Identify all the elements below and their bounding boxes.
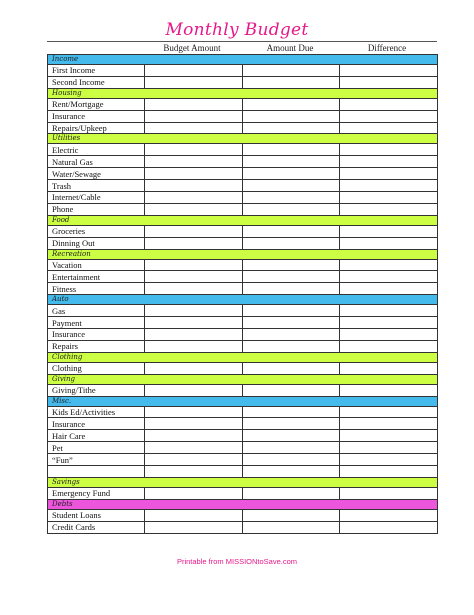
section-row <box>48 249 438 259</box>
table-row <box>48 271 438 283</box>
section-heading: Debts <box>48 499 438 509</box>
row-label: Entertainment <box>48 271 145 283</box>
row-label: Kids Ed/Activities <box>48 406 145 418</box>
section-row <box>48 134 438 144</box>
row-label: Electric <box>48 144 145 156</box>
budget-table-body <box>48 55 438 534</box>
table-row <box>48 65 438 77</box>
section-row <box>48 396 438 406</box>
row-label: Repairs <box>48 340 145 352</box>
section-row <box>48 499 438 509</box>
difference-cell[interactable] <box>340 180 438 192</box>
budget-amount-cell[interactable] <box>145 384 243 396</box>
row-label: Payment <box>48 317 145 329</box>
table-row <box>48 259 438 271</box>
amount-due-cell[interactable] <box>243 340 340 352</box>
budget-table <box>47 54 438 534</box>
table-row <box>48 454 438 466</box>
table-row <box>48 192 438 204</box>
amount-due-cell[interactable] <box>243 329 340 341</box>
row-label: Emergency Fund <box>48 487 145 499</box>
difference-cell[interactable] <box>340 110 438 122</box>
difference-cell[interactable] <box>340 329 438 341</box>
amount-due-cell[interactable] <box>243 271 340 283</box>
budget-amount-cell[interactable] <box>145 110 243 122</box>
amount-due-cell[interactable] <box>243 362 340 374</box>
difference-cell[interactable] <box>340 509 438 521</box>
difference-cell[interactable] <box>340 317 438 329</box>
budget-amount-cell[interactable] <box>145 203 243 215</box>
table-row <box>48 442 438 454</box>
budget-amount-cell[interactable] <box>145 122 243 134</box>
budget-amount-cell[interactable] <box>145 329 243 341</box>
row-label: Pet <box>48 442 145 454</box>
amount-due-cell[interactable] <box>243 487 340 499</box>
amount-due-cell[interactable] <box>243 144 340 156</box>
amount-due-cell[interactable] <box>243 317 340 329</box>
row-label: Giving/Tithe <box>48 384 145 396</box>
difference-cell[interactable] <box>340 225 438 237</box>
row-label: Insurance <box>48 418 145 430</box>
difference-cell[interactable] <box>340 283 438 295</box>
table-row <box>48 203 438 215</box>
difference-cell[interactable] <box>340 144 438 156</box>
difference-cell[interactable] <box>340 259 438 271</box>
budget-amount-cell[interactable] <box>145 305 243 317</box>
difference-cell[interactable] <box>340 406 438 418</box>
budget-amount-cell[interactable] <box>145 317 243 329</box>
difference-cell[interactable] <box>340 65 438 77</box>
budget-amount-cell[interactable] <box>145 340 243 352</box>
budget-amount-cell[interactable] <box>145 168 243 180</box>
row-label: Groceries <box>48 225 145 237</box>
amount-due-cell[interactable] <box>243 384 340 396</box>
amount-due-cell[interactable] <box>243 509 340 521</box>
table-row <box>48 237 438 249</box>
budget-amount-cell[interactable] <box>145 76 243 88</box>
difference-cell[interactable] <box>340 203 438 215</box>
amount-due-cell[interactable] <box>243 156 340 168</box>
section-row <box>48 88 438 98</box>
row-label: Rent/Mortgage <box>48 98 145 110</box>
budget-amount-cell[interactable] <box>145 98 243 110</box>
section-row <box>48 352 438 362</box>
amount-due-cell[interactable] <box>243 122 340 134</box>
difference-cell[interactable] <box>340 237 438 249</box>
budget-amount-cell[interactable] <box>145 362 243 374</box>
difference-cell[interactable] <box>340 521 438 533</box>
table-row <box>48 122 438 134</box>
table-row <box>48 362 438 374</box>
amount-due-cell[interactable] <box>243 225 340 237</box>
budget-amount-cell[interactable] <box>145 454 243 466</box>
budget-amount-cell[interactable] <box>145 487 243 499</box>
column-header-difference: Difference <box>367 43 407 53</box>
table-row <box>48 384 438 396</box>
amount-due-cell[interactable] <box>243 418 340 430</box>
row-label: Phone <box>48 203 145 215</box>
difference-cell[interactable] <box>340 466 438 478</box>
footer-credit: Printable from MISSIONtoSave.com <box>176 557 298 566</box>
difference-cell[interactable] <box>340 271 438 283</box>
row-label: Water/Sewage <box>48 168 145 180</box>
section-heading: Auto <box>48 295 438 305</box>
budget-amount-cell[interactable] <box>145 418 243 430</box>
table-row <box>48 509 438 521</box>
amount-due-cell[interactable] <box>243 203 340 215</box>
table-row <box>48 144 438 156</box>
row-label: Fitness <box>48 283 145 295</box>
budget-amount-cell[interactable] <box>145 283 243 295</box>
table-row <box>48 305 438 317</box>
budget-amount-cell[interactable] <box>145 406 243 418</box>
amount-due-cell[interactable] <box>243 454 340 466</box>
header-rule <box>47 41 437 42</box>
section-row <box>48 215 438 225</box>
section-row <box>48 55 438 65</box>
amount-due-cell[interactable] <box>243 442 340 454</box>
row-label: Gas <box>48 305 145 317</box>
difference-cell[interactable] <box>340 384 438 396</box>
budget-amount-cell[interactable] <box>145 144 243 156</box>
table-row <box>48 180 438 192</box>
table-row <box>48 110 438 122</box>
budget-amount-cell[interactable] <box>145 442 243 454</box>
amount-due-cell[interactable] <box>243 180 340 192</box>
budget-amount-cell[interactable] <box>145 259 243 271</box>
amount-due-cell[interactable] <box>243 305 340 317</box>
row-label: Natural Gas <box>48 156 145 168</box>
row-label: Internet/Cable <box>48 192 145 204</box>
amount-due-cell[interactable] <box>243 110 340 122</box>
table-row <box>48 329 438 341</box>
difference-cell[interactable] <box>340 98 438 110</box>
difference-cell[interactable] <box>340 418 438 430</box>
difference-cell[interactable] <box>340 192 438 204</box>
row-label: Insurance <box>48 329 145 341</box>
section-heading: Utilities <box>48 134 438 144</box>
table-row <box>48 418 438 430</box>
difference-cell[interactable] <box>340 122 438 134</box>
difference-cell[interactable] <box>340 76 438 88</box>
section-row <box>48 295 438 305</box>
row-label: Repairs/Upkeep <box>48 122 145 134</box>
row-label <box>48 466 145 478</box>
section-heading: Savings <box>48 477 438 487</box>
table-row <box>48 156 438 168</box>
amount-due-cell[interactable] <box>243 466 340 478</box>
table-row <box>48 340 438 352</box>
difference-cell[interactable] <box>340 305 438 317</box>
page-title: Monthly Budget <box>165 20 309 40</box>
amount-due-cell[interactable] <box>243 430 340 442</box>
budget-amount-cell[interactable] <box>145 237 243 249</box>
budget-amount-cell[interactable] <box>145 521 243 533</box>
amount-due-cell[interactable] <box>243 259 340 271</box>
difference-cell[interactable] <box>340 340 438 352</box>
difference-cell[interactable] <box>340 487 438 499</box>
table-row <box>48 168 438 180</box>
budget-amount-cell[interactable] <box>145 430 243 442</box>
budget-amount-cell[interactable] <box>145 65 243 77</box>
table-row <box>48 317 438 329</box>
table-row <box>48 406 438 418</box>
amount-due-cell[interactable] <box>243 237 340 249</box>
section-heading: Housing <box>48 88 438 98</box>
table-row <box>48 430 438 442</box>
amount-due-cell[interactable] <box>243 168 340 180</box>
section-heading: Food <box>48 215 438 225</box>
table-row <box>48 225 438 237</box>
amount-due-cell[interactable] <box>243 192 340 204</box>
section-heading: Misc. <box>48 396 438 406</box>
row-label: “Fun” <box>48 454 145 466</box>
budget-amount-cell[interactable] <box>145 466 243 478</box>
budget-amount-cell[interactable] <box>145 509 243 521</box>
amount-due-cell[interactable] <box>243 76 340 88</box>
amount-due-cell[interactable] <box>243 98 340 110</box>
section-heading: Giving <box>48 374 438 384</box>
budget-amount-cell[interactable] <box>145 180 243 192</box>
table-row <box>48 98 438 110</box>
amount-due-cell[interactable] <box>243 283 340 295</box>
section-heading: Clothing <box>48 352 438 362</box>
section-heading: Recreation <box>48 249 438 259</box>
column-header-budget-amount: Budget Amount <box>163 43 221 53</box>
budget-amount-cell[interactable] <box>145 192 243 204</box>
budget-amount-cell[interactable] <box>145 225 243 237</box>
table-row <box>48 76 438 88</box>
row-label: First Income <box>48 65 145 77</box>
column-headers <box>47 43 437 54</box>
row-label: Hair Care <box>48 430 145 442</box>
section-row <box>48 477 438 487</box>
difference-cell[interactable] <box>340 362 438 374</box>
row-label: Credit Cards <box>48 521 145 533</box>
difference-cell[interactable] <box>340 168 438 180</box>
section-row <box>48 374 438 384</box>
row-label: Insurance <box>48 110 145 122</box>
difference-cell[interactable] <box>340 156 438 168</box>
row-label: Student Loans <box>48 509 145 521</box>
row-label: Second Income <box>48 76 145 88</box>
section-heading: Income <box>48 55 438 65</box>
table-row <box>48 521 438 533</box>
table-row <box>48 283 438 295</box>
table-row <box>48 466 438 478</box>
amount-due-cell[interactable] <box>243 521 340 533</box>
column-header-amount-due: Amount Due <box>266 43 314 53</box>
row-label: Vacation <box>48 259 145 271</box>
amount-due-cell[interactable] <box>243 65 340 77</box>
difference-cell[interactable] <box>340 430 438 442</box>
row-label: Clothing <box>48 362 145 374</box>
difference-cell[interactable] <box>340 454 438 466</box>
row-label: Trash <box>48 180 145 192</box>
budget-amount-cell[interactable] <box>145 156 243 168</box>
difference-cell[interactable] <box>340 442 438 454</box>
table-row <box>48 487 438 499</box>
budget-amount-cell[interactable] <box>145 271 243 283</box>
row-label: Dinning Out <box>48 237 145 249</box>
amount-due-cell[interactable] <box>243 406 340 418</box>
